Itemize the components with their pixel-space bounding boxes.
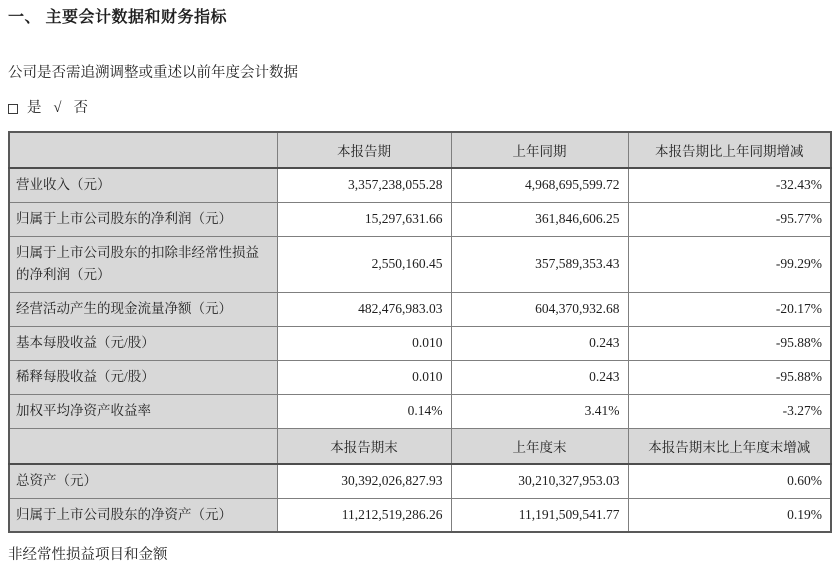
table-row-net-profit (9, 202, 831, 236)
no-label: 否 (73, 100, 88, 116)
header-prior-period: 上年同期 (451, 132, 628, 168)
header-item-cell (9, 132, 277, 168)
value-change: -95.88% (628, 326, 831, 360)
row-label: 加权平均净资产收益率 (9, 394, 277, 428)
header-yearend-change: 本报告期末比上年度末增减 (628, 428, 831, 464)
row-label: 基本每股收益（元/股） (9, 326, 277, 360)
value-prior-period: 30,210,327,953.03 (451, 464, 628, 498)
value-change: -95.77% (628, 202, 831, 236)
header-item-cell (9, 428, 277, 464)
table-row-weighted-avg-roe (9, 394, 831, 428)
header-current-period: 本报告期 (277, 132, 451, 168)
value-prior-period: 3.41% (451, 394, 628, 428)
value-current-period: 2,550,160.45 (277, 236, 451, 292)
row-label: 归属于上市公司股东的净资产（元） (9, 498, 277, 532)
yes-label: 是 (27, 100, 42, 116)
value-current-period: 3,357,238,055.28 (277, 168, 451, 202)
value-prior-period: 0.243 (451, 360, 628, 394)
value-change: -32.43% (628, 168, 831, 202)
value-prior-period: 11,191,509,541.77 (451, 498, 628, 532)
value-change: -20.17% (628, 292, 831, 326)
value-prior-period: 357,589,353.43 (451, 236, 628, 292)
value-prior-period: 0.243 (451, 326, 628, 360)
table-row-operating-revenue (9, 168, 831, 202)
value-change: -3.27% (628, 394, 831, 428)
table-row-diluted-eps (9, 360, 831, 394)
period-header-row (9, 132, 831, 168)
row-label: 归属于上市公司股东的扣除非经常性损益的净利润（元） (9, 236, 277, 292)
row-label: 稀释每股收益（元/股） (9, 360, 277, 394)
financial-indicators-table (8, 131, 832, 533)
value-prior-period: 361,846,606.25 (451, 202, 628, 236)
value-current-period: 15,297,631.66 (277, 202, 451, 236)
nonrecurring-items-heading: 非经常性损益项目和金额 (8, 547, 168, 563)
value-current-period: 30,392,026,827.93 (277, 464, 451, 498)
header-prior-year-end: 上年度末 (451, 428, 628, 464)
row-label: 归属于上市公司股东的净利润（元） (9, 202, 277, 236)
table-row-net-profit-excl-nonrecurring (9, 236, 831, 292)
yearend-header-row (9, 428, 831, 464)
value-prior-period: 604,370,932.68 (451, 292, 628, 326)
value-current-period: 11,212,519,286.26 (277, 498, 451, 532)
row-label: 营业收入（元） (9, 168, 277, 202)
table-row-operating-cash-flow (9, 292, 831, 326)
value-current-period: 0.14% (277, 394, 451, 428)
check-icon: √ (53, 100, 62, 116)
value-current-period: 0.010 (277, 360, 451, 394)
value-change: 0.60% (628, 464, 831, 498)
row-label: 总资产（元） (9, 464, 277, 498)
value-change: 0.19% (628, 498, 831, 532)
value-prior-period: 4,968,695,599.72 (451, 168, 628, 202)
row-label: 经营活动产生的现金流量净额（元） (9, 292, 277, 326)
table-row-basic-eps (9, 326, 831, 360)
table-row-total-assets (9, 464, 831, 498)
page-title: 一、 主要会计数据和财务指标 (8, 9, 228, 26)
value-current-period: 482,476,983.03 (277, 292, 451, 326)
unchecked-checkbox-icon (8, 104, 18, 114)
header-current-period-end: 本报告期末 (277, 428, 451, 464)
value-current-period: 0.010 (277, 326, 451, 360)
restatement-question: 公司是否需追溯调整或重述以前年度会计数据 (8, 65, 298, 81)
value-change: -95.88% (628, 360, 831, 394)
restatement-choice-line (8, 99, 828, 117)
header-period-change: 本报告期比上年同期增减 (628, 132, 831, 168)
value-change: -99.29% (628, 236, 831, 292)
table-row-net-assets (9, 498, 831, 532)
